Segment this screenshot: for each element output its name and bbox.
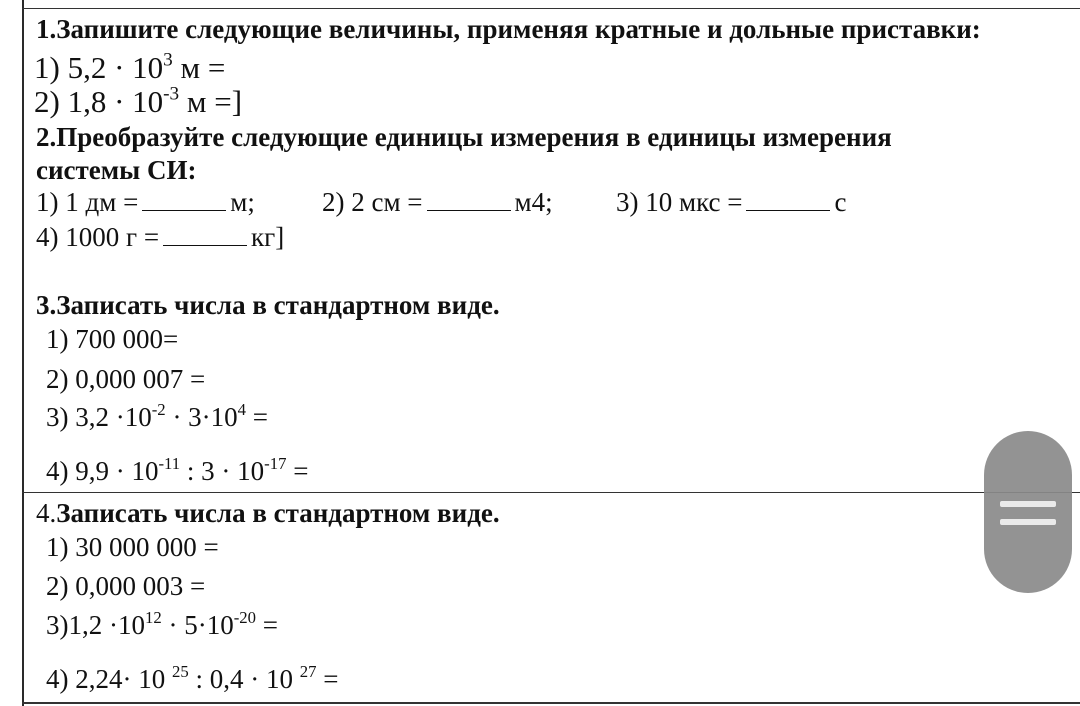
- scroll-drag-handle[interactable]: [984, 431, 1072, 593]
- task4-item4-exp1: 25: [171, 662, 189, 682]
- answer-blank: [427, 190, 511, 211]
- task3-item3: [46, 402, 268, 433]
- task2-row1-b: [322, 187, 553, 218]
- task3-item3-part2: · 3·10: [165, 402, 238, 432]
- task4-item4-exp2: 27: [299, 662, 317, 682]
- task4-item3-part3: =: [256, 610, 278, 640]
- task3-item3-exp1: -2: [151, 400, 166, 420]
- task3-item3-part3: =: [246, 402, 269, 432]
- task3-item4-part1: 4) 9,9 · 10: [46, 456, 159, 486]
- task1-item1-suffix: м =: [172, 50, 226, 85]
- task4-heading-number: 4.: [36, 498, 57, 528]
- task4-item1: 1) 30 000 000 =: [46, 532, 219, 562]
- answer-blank: [163, 225, 247, 246]
- task3-item4-part2: : 3 · 10: [180, 456, 265, 486]
- answer-blank: [142, 190, 226, 211]
- task1-item2: [34, 84, 242, 120]
- task1-heading: 1.Запишите следующие величины, применяя кратные и дольные приставки:: [36, 14, 981, 44]
- task2-item4-left: 4) 1000 г =: [36, 222, 160, 252]
- task3-item2: 2) 0,000 007 =: [46, 364, 206, 394]
- section-divider: [22, 492, 1080, 493]
- task2-item1-right: м;: [230, 187, 255, 217]
- task4-item2: 2) 0,000 003 =: [46, 571, 206, 601]
- task2-item2-right: м4;: [514, 187, 553, 217]
- task2-heading-line2: системы СИ:: [36, 155, 197, 185]
- task3-item4: [46, 456, 308, 487]
- task2-item3-right: с: [834, 187, 847, 217]
- task2-row1-c: [616, 187, 846, 218]
- task4-item3-part2: · 5·10: [161, 610, 234, 640]
- task2-item1-left: 1) 1 дм =: [36, 187, 139, 217]
- task1-item1-exp: 3: [163, 49, 173, 71]
- task1-item1: [34, 50, 225, 86]
- task3-item4-part3: =: [286, 456, 309, 486]
- task4-item4-part2: : 0,4 · 10: [188, 664, 300, 694]
- task4-item4-part3: =: [316, 664, 339, 694]
- task4-item3-exp1: 12: [144, 608, 162, 628]
- task1-item2-suffix: м =]: [179, 84, 243, 119]
- task3-item1: 1) 700 000=: [46, 324, 179, 354]
- task3-item3-part1: 3) 3,2 ·10: [46, 402, 152, 432]
- task3-item4-exp2: -17: [264, 454, 287, 474]
- task2-row1: [36, 187, 255, 218]
- task1-item2-base: 2) 1,8 · 10: [34, 84, 164, 119]
- task4-heading-text: Записать числа в стандартном виде.: [56, 498, 500, 528]
- task4-item4: [46, 664, 338, 695]
- task4-item3-part1: 3)1,2 ·10: [46, 610, 145, 640]
- task4-item3: [46, 610, 278, 641]
- answer-blank: [746, 190, 830, 211]
- task3-heading: 3.Записать числа в стандартном виде.: [36, 290, 500, 320]
- task2-item2-left: 2) 2 см =: [322, 187, 423, 217]
- task2-row2: [36, 222, 284, 253]
- top-rule: [22, 8, 1080, 9]
- task4-heading: [36, 498, 500, 529]
- bottom-rule: [22, 702, 1080, 704]
- task4-item4-part1: 4) 2,24· 10: [46, 664, 172, 694]
- task2-item3-left: 3) 10 мкс =: [616, 187, 743, 217]
- task3-item3-exp2: 4: [237, 400, 247, 420]
- task1-item1-base: 1) 5,2 · 10: [34, 50, 164, 85]
- task3-item4-exp1: -11: [158, 454, 181, 474]
- task2-item4-right: кг]: [251, 222, 285, 252]
- task2-heading-line1: 2.Преобразуйте следующие единицы измерения в единицы измерения: [36, 122, 892, 152]
- task4-item3-exp2: -20: [233, 608, 257, 628]
- page-left-border: [22, 0, 24, 706]
- task1-item2-exp: -3: [163, 83, 180, 105]
